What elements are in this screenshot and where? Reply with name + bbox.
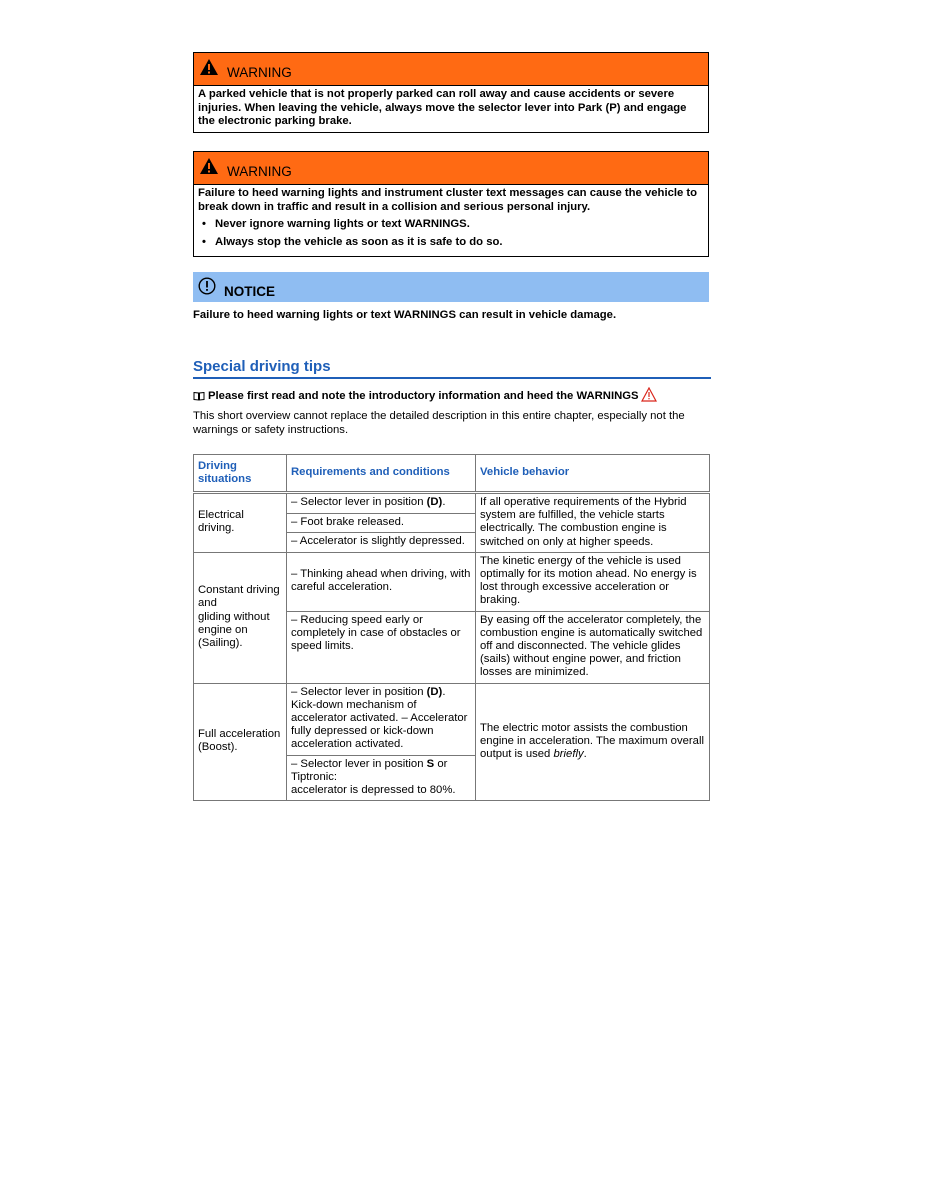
column-header-requirements: Requirements and conditions [287, 455, 476, 493]
warning-label: WARNING [227, 164, 292, 179]
intro-reference-text: Please first read and note the introductory information and heed the WARNINGS [208, 390, 639, 402]
behavior-cell: If all operative requirements of the Hybrid system are fulfilled, the vehicle starts electrically. The combustion engine is switched on only at higher speeds. [476, 493, 710, 553]
warning-triangle-icon [199, 58, 219, 76]
warning-bullet: • Always stop the vehicle as soon as it is safe to do so. [198, 236, 702, 250]
warning-header [194, 152, 708, 185]
notice-text: Failure to heed warning lights or text WARNINGS can result in vehicle damage. [193, 309, 617, 321]
driving-tips-table [193, 454, 710, 801]
warning-triangle-outline-icon[interactable] [641, 387, 657, 402]
warning-label: WARNING [227, 65, 292, 80]
table-header-row [194, 455, 710, 493]
warning-box-parking [193, 52, 709, 133]
requirement-cell: – Accelerator is slightly depressed. [287, 533, 476, 553]
notice-header [193, 272, 709, 302]
warning-bullet: • Never ignore warning lights or text WARNINGS. [198, 218, 702, 232]
column-header-vehicle-behavior: Vehicle behavior [476, 455, 710, 493]
situation-cell: Full acceleration (Boost). [194, 683, 287, 801]
intro-reference-line [193, 390, 657, 402]
requirement-cell: – Selector lever in position S or Tiptronic: accelerator is depressed to 80%. [287, 755, 476, 801]
requirement-cell: – Foot brake released. [287, 513, 476, 533]
behavior-cell: The kinetic energy of the vehicle is used optimally for its motion ahead. No energy is lost through excessive acceleration or braking. [476, 552, 710, 611]
warning-triangle-icon [199, 157, 219, 175]
requirement-cell: – Reducing speed early or completely in case of obstacles or speed limits. [287, 611, 476, 683]
intro-paragraph: This short overview cannot replace the detailed description in this entire chapter, especially not the warnings or safety instructions. [193, 410, 685, 436]
requirement-cell: – Selector lever in position (D). [287, 493, 476, 514]
situation-cell: Electrical driving. [194, 493, 287, 553]
situation-cell: Constant driving and gliding without engine on (Sailing). [194, 552, 287, 683]
requirement-cell: – Selector lever in position (D). Kick-down mechanism of accelerator activated. – Accelerator fully depressed or kick-down acceleration activated. [287, 683, 476, 755]
warning-box-lights [193, 151, 709, 257]
behavior-cell: The electric motor assists the combustion engine in acceleration. The maximum overall output is used briefly. [476, 683, 710, 801]
exclamation-circle-icon [198, 277, 216, 295]
table-row [194, 552, 710, 611]
section-title: Special driving tips [193, 358, 711, 379]
table-row [194, 683, 710, 755]
warning-bullet-list [198, 218, 702, 249]
book-icon [193, 391, 205, 401]
warning-body [194, 185, 708, 256]
behavior-cell: By easing off the accelerator completely, the combustion engine is automatically switched off and disconnected. The vehicle glides (sails) without engine power, and friction losses are minimized. [476, 611, 710, 683]
column-header-driving-situations: Driving situations [194, 455, 287, 493]
warning-text: Failure to heed warning lights and instrument cluster text messages can cause the vehicle to break down in traffic and result in a collision and serious personal injury. [198, 187, 698, 213]
table-row [194, 493, 710, 514]
requirement-cell: – Thinking ahead when driving, with careful acceleration. [287, 552, 476, 611]
notice-label: NOTICE [224, 284, 276, 299]
warning-header [194, 53, 708, 86]
warning-text: A parked vehicle that is not properly parked can roll away and cause accidents or severe injuries. When leaving the vehicle, always move the selector lever into Park (P) and engage the electronic parking brake. [198, 88, 687, 127]
